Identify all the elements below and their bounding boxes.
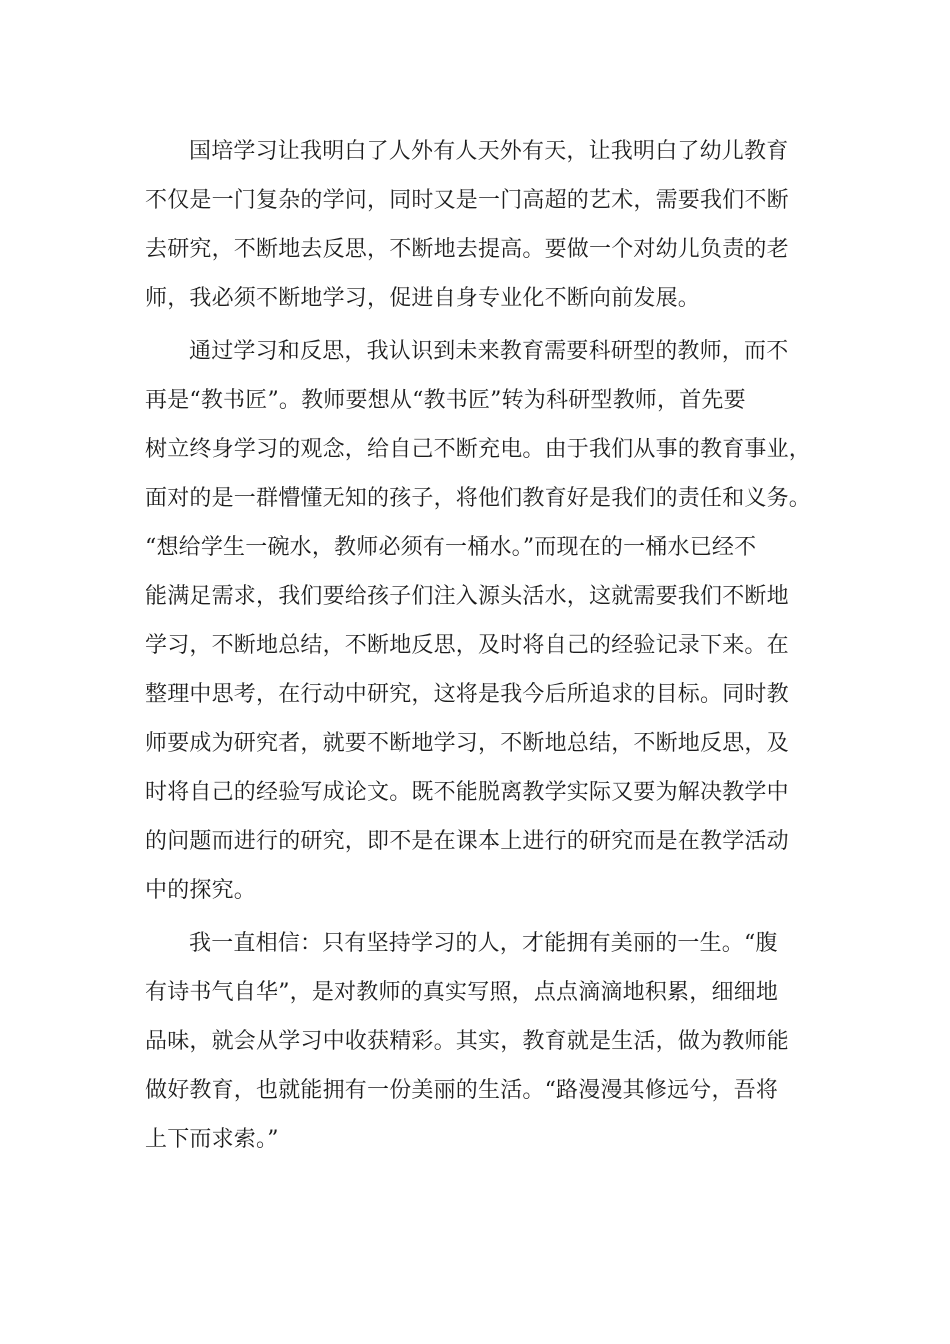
- text-line: 不仅是一门复杂的学问，同时又是一门高超的艺术，需要我们不断: [145, 188, 789, 213]
- text-line: 通过学习和反思，我认识到未来教育需要科研型的教师，而不: [189, 339, 789, 364]
- text-line: “想给学生一碗水，教师必须有一桶水。”而现在的一桶水已经不: [145, 535, 757, 560]
- text-line: 师要成为研究者，就要不断地学习，不断地总结，不断地反思，及: [145, 731, 789, 756]
- text-line: 整理中思考，在行动中研究，这将是我今后所追求的目标。同时教: [145, 682, 789, 707]
- text-line: 去研究，不断地去反思，不断地去提高。要做一个对幼儿负责的老: [145, 237, 789, 262]
- text-line: 再是“教书匠”。教师要想从“教书匠”转为科研型教师，首先要: [145, 388, 746, 413]
- text-line: 国培学习让我明白了人外有人天外有天，让我明白了幼儿教育: [189, 139, 789, 164]
- text-line: 的问题而进行的研究，即不是在课本上进行的研究而是在教学活动: [145, 829, 789, 854]
- text-line: 品味，就会从学习中收获精彩。其实，教育就是生活，做为教师能: [145, 1029, 789, 1054]
- text-line: 中的探究。: [145, 878, 257, 903]
- text-line: 时将自己的经验写成论文。既不能脱离教学实际又要为解决教学中: [145, 780, 789, 805]
- text-line: 上下而求索。”: [145, 1127, 279, 1152]
- text-line: 做好教育，也就能拥有一份美丽的生活。“路漫漫其修远兮，吾将: [145, 1078, 779, 1103]
- text-line: 树立终身学习的观念，给自己不断充电。由于我们从事的教育事业，: [145, 437, 812, 462]
- text-line: 能满足需求，我们要给孩子们注入源头活水，这就需要我们不断地: [145, 584, 789, 609]
- text-line: 有诗书气自华”，是对教师的真实写照，点点滴滴地积累，细细地: [145, 980, 779, 1005]
- text-line: 我一直相信：只有坚持学习的人，才能拥有美丽的一生。“腹: [189, 931, 778, 956]
- text-line: 学习，不断地总结，不断地反思，及时将自己的经验记录下来。在: [145, 633, 789, 658]
- text-line: 面对的是一群懵懂无知的孩子，将他们教育好是我们的责任和义务。: [145, 486, 812, 511]
- text-line: 师，我必须不断地学习，促进自身专业化不断向前发展。: [145, 286, 701, 311]
